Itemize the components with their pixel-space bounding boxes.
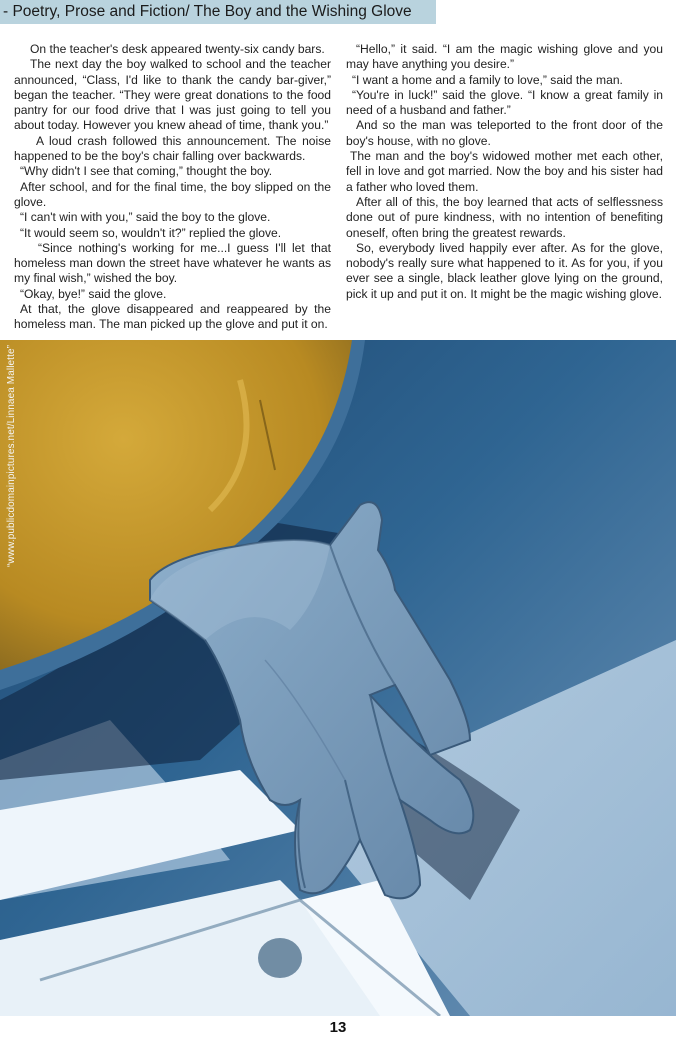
paragraph: “It would seem so, wouldn't it?” replied the glove. bbox=[20, 225, 282, 240]
page-number: 13 bbox=[329, 1019, 347, 1036]
photo-credit: “www.publicdomainpictures.net/Linnaea Mallette” bbox=[6, 344, 17, 567]
section-title: - Poetry, Prose and Fiction/ The Boy and the Wishing Glove bbox=[3, 3, 412, 20]
paragraph: On the teacher's desk appeared twenty-six candy bars. bbox=[30, 42, 325, 56]
paint-hole bbox=[258, 938, 302, 978]
paragraph: The next day the boy walked to school and the teacher announced, “Class, I'd like to thank the candy bar-giver,” began the teacher. “They were great donations to the food pantry for our food drive that I was just going to tell you about today. However you knew ahead of time, thank you.” bbox=[14, 57, 331, 133]
paragraph: “Okay, bye!” said the glove. bbox=[20, 286, 167, 301]
paragraph: “I want a home and a family to love,” said the man. bbox=[352, 72, 623, 87]
paragraph: “Why didn't I see that coming,” thought the boy. bbox=[20, 164, 273, 179]
article-body bbox=[14, 42, 662, 332]
right-column bbox=[346, 42, 663, 302]
paragraph: “Since nothing's working for me...I guess I'll let that homeless man down the street have whatever he wants as my final wish,” wished the boy. bbox=[14, 240, 331, 286]
paragraph: The man and the boy's widowed mother met each other, fell in love and got married. Now the boy and his sister had a father who loved them. bbox=[346, 149, 663, 194]
paragraph: “You're in luck!” said the glove. “I know a great family in need of a husband and father.” bbox=[346, 87, 663, 118]
paragraph: After all of this, the boy learned that acts of selflessness done out of pure kindness, with no intention of benefiting oneself, often bring the greatest rewards. bbox=[346, 194, 663, 240]
paragraph: After school, and for the final time, the boy slipped on the glove. bbox=[14, 179, 331, 209]
paragraph: A loud crash followed this announcement. The noise happened to be the boy's chair falling over backwards. bbox=[14, 133, 331, 164]
paragraph: So, everybody lived happily ever after. As for the glove, nobody's really sure what happened to it. As for you, if you ever see a single, black leather glove lying on the ground, pick it up and put it on. It might be the magic wishing glove. bbox=[346, 240, 663, 301]
left-column bbox=[14, 42, 331, 333]
paragraph: And so the man was teleported to the front door of the boy's house, with no glove. bbox=[346, 118, 663, 148]
glove-photograph bbox=[0, 340, 676, 1016]
paragraph: “Hello,” it said. “I am the magic wishing glove and you may have anything you desire.” bbox=[346, 42, 663, 72]
paragraph: “I can't win with you,” said the boy to the glove. bbox=[20, 210, 271, 225]
paragraph: At that, the glove disappeared and reappeared by the homeless man. The man picked up the glove and put it on. bbox=[14, 302, 331, 332]
